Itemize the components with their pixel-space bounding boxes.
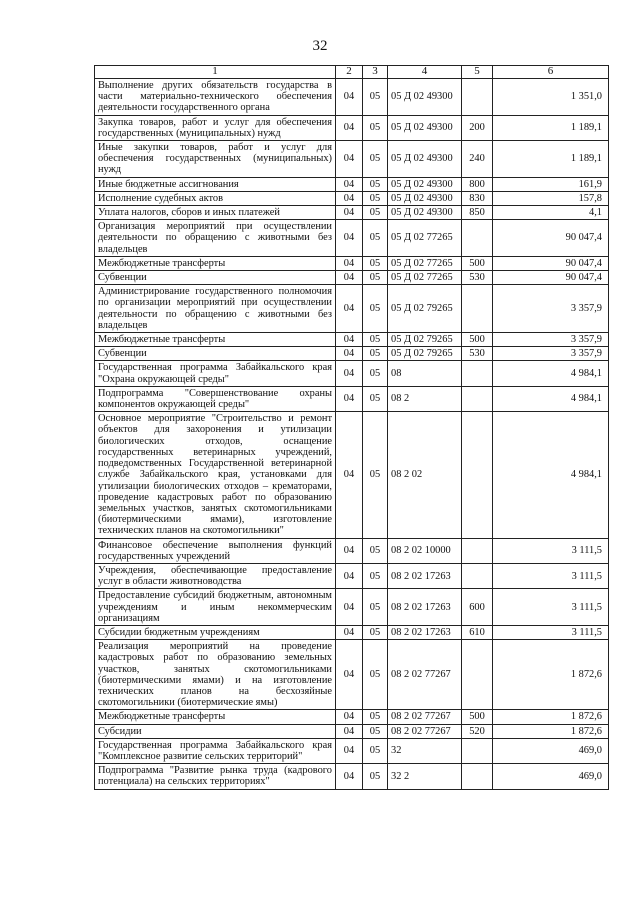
table-row [95,738,609,763]
section-code: 04 [336,220,363,257]
subsection-code: 05 [363,361,388,386]
subsection-code: 05 [363,589,388,626]
expense-type-code [462,79,493,116]
target-article-code: 08 2 02 10000 [388,538,462,563]
amount: 4 984,1 [493,412,609,538]
section-code: 04 [336,538,363,563]
section-code: 04 [336,141,363,178]
section-code: 04 [336,271,363,285]
target-article-code: 05 Д 02 77265 [388,271,462,285]
amount: 3 111,5 [493,625,609,639]
section-code: 04 [336,191,363,205]
target-article-code: 05 Д 02 49300 [388,79,462,116]
target-article-code: 08 2 02 [388,412,462,538]
amount: 3 357,9 [493,333,609,347]
expense-type-code [462,285,493,333]
table-row [95,412,609,538]
row-name: Основное мероприятие "Строительство и ремонт объектов для захоронения и утилизации биологических отходов, оснащение государственных ветеринарных учреждений, подведомственных Государственной ветеринарной службе Забайкальского края, установками для утилизации биологических отходов – крематорами, проведение кадастровых работ по образованию земельных участков, занятых скотомогильниками (биотермическими ямами), изготовление технических планов на скотомогильники" [95,412,336,538]
target-article-code: 05 Д 02 77265 [388,256,462,270]
subsection-code: 05 [363,79,388,116]
table-row [95,256,609,270]
page-number: 32 [312,38,328,54]
column-header: 2 [336,66,363,79]
table-row [95,640,609,710]
table-row [95,361,609,386]
row-name: Закупка товаров, работ и услуг для обеспечения государственных (муниципальных) нужд [95,115,336,140]
section-code: 04 [336,710,363,724]
row-name: Субвенции [95,347,336,361]
amount: 3 111,5 [493,563,609,588]
subsection-code: 05 [363,412,388,538]
subsection-code: 05 [363,256,388,270]
row-name: Исполнение судебных актов [95,191,336,205]
table-row [95,589,609,626]
amount: 1 189,1 [493,141,609,178]
expense-type-code: 520 [462,724,493,738]
table-row [95,79,609,116]
subsection-code: 05 [363,333,388,347]
amount: 1 872,6 [493,710,609,724]
expense-type-code: 830 [462,191,493,205]
expense-type-code: 800 [462,177,493,191]
amount: 469,0 [493,764,609,789]
table-row [95,563,609,588]
subsection-code: 05 [363,738,388,763]
target-article-code: 32 [388,738,462,763]
row-name: Межбюджетные трансферты [95,256,336,270]
amount: 4 984,1 [493,386,609,411]
row-name: Государственная программа Забайкальского края "Охрана окружающей среды" [95,361,336,386]
table-row [95,285,609,333]
amount: 3 111,5 [493,538,609,563]
column-header: 3 [363,66,388,79]
section-code: 04 [336,764,363,789]
table-row [95,625,609,639]
target-article-code: 05 Д 02 49300 [388,115,462,140]
section-code: 04 [336,589,363,626]
section-code: 04 [336,563,363,588]
table-row [95,177,609,191]
subsection-code: 05 [363,563,388,588]
row-name: Субсидии бюджетным учреждениям [95,625,336,639]
target-article-code: 08 2 02 17263 [388,563,462,588]
section-code: 04 [336,386,363,411]
expense-type-code: 500 [462,710,493,724]
row-name: Организация мероприятий при осуществлении деятельности по обращению с животными без владельцев [95,220,336,257]
amount: 1 872,6 [493,724,609,738]
amount: 90 047,4 [493,256,609,270]
row-name: Финансовое обеспечение выполнения функций государственных учреждений [95,538,336,563]
expense-type-code [462,563,493,588]
amount: 90 047,4 [493,271,609,285]
table-row [95,220,609,257]
row-name: Государственная программа Забайкальского края "Комплексное развитие сельских территорий" [95,738,336,763]
amount: 90 047,4 [493,220,609,257]
expense-type-code [462,386,493,411]
expense-type-code [462,538,493,563]
section-code: 04 [336,361,363,386]
expense-type-code: 200 [462,115,493,140]
amount: 3 357,9 [493,285,609,333]
row-name: Субсидии [95,724,336,738]
subsection-code: 05 [363,115,388,140]
target-article-code: 05 Д 02 77265 [388,220,462,257]
amount: 3 357,9 [493,347,609,361]
subsection-code: 05 [363,764,388,789]
column-header: 4 [388,66,462,79]
subsection-code: 05 [363,220,388,257]
expense-type-code: 500 [462,333,493,347]
target-article-code: 08 2 02 77267 [388,640,462,710]
section-code: 04 [336,206,363,220]
target-article-code: 32 2 [388,764,462,789]
row-name: Реализация мероприятий на проведение кадастровых работ по образованию земельных участков, занятых скотомогильниками (биотермическими ямами) и на изготовление технических планов на бесхозяйные скотомогильники (биотермические ямы) [95,640,336,710]
table-row [95,333,609,347]
section-code: 04 [336,256,363,270]
expense-type-code: 240 [462,141,493,178]
amount: 161,9 [493,177,609,191]
expense-type-code [462,412,493,538]
table-header-row [95,66,609,79]
table-row [95,538,609,563]
subsection-code: 05 [363,191,388,205]
row-name: Предоставление субсидий бюджетным, автономным учреждениям и иным некоммерческим организациям [95,589,336,626]
section-code: 04 [336,738,363,763]
section-code: 04 [336,333,363,347]
section-code: 04 [336,347,363,361]
subsection-code: 05 [363,538,388,563]
row-name: Уплата налогов, сборов и иных платежей [95,206,336,220]
subsection-code: 05 [363,386,388,411]
row-name: Выполнение других обязательств государства в части материально-технического обеспечения деятельности государственного органа [95,79,336,116]
expense-type-code [462,220,493,257]
table-row [95,191,609,205]
table-row [95,724,609,738]
table-row [95,764,609,789]
amount: 3 111,5 [493,589,609,626]
section-code: 04 [336,115,363,140]
row-name: Иные закупки товаров, работ и услуг для обеспечения государственных (муниципальных) нужд [95,141,336,178]
target-article-code: 05 Д 02 49300 [388,191,462,205]
section-code: 04 [336,79,363,116]
subsection-code: 05 [363,347,388,361]
amount: 1 872,6 [493,640,609,710]
column-header: 5 [462,66,493,79]
section-code: 04 [336,640,363,710]
amount: 4 984,1 [493,361,609,386]
row-name: Иные бюджетные ассигнования [95,177,336,191]
expense-type-code: 530 [462,347,493,361]
target-article-code: 05 Д 02 49300 [388,206,462,220]
row-name: Подпрограмма "Совершенствование охраны компонентов окружающей среды" [95,386,336,411]
section-code: 04 [336,724,363,738]
section-code: 04 [336,285,363,333]
column-header: 6 [493,66,609,79]
target-article-code: 08 2 02 17263 [388,589,462,626]
expense-type-code [462,738,493,763]
table-row [95,710,609,724]
target-article-code: 05 Д 02 79265 [388,347,462,361]
amount: 4,1 [493,206,609,220]
table-row [95,115,609,140]
target-article-code: 08 2 02 77267 [388,724,462,738]
subsection-code: 05 [363,206,388,220]
target-article-code: 08 2 02 17263 [388,625,462,639]
target-article-code: 05 Д 02 79265 [388,285,462,333]
subsection-code: 05 [363,141,388,178]
target-article-code: 08 2 02 77267 [388,710,462,724]
row-name: Администрирование государственного полномочия по организации мероприятий при осуществлении деятельности по обращению с животными без владельцев [95,285,336,333]
amount: 469,0 [493,738,609,763]
table-row [95,271,609,285]
row-name: Межбюджетные трансферты [95,333,336,347]
subsection-code: 05 [363,285,388,333]
table-row [95,141,609,178]
target-article-code: 08 2 [388,386,462,411]
target-article-code: 05 Д 02 49300 [388,177,462,191]
subsection-code: 05 [363,177,388,191]
expense-type-code [462,640,493,710]
column-header: 1 [95,66,336,79]
expense-type-code [462,764,493,789]
row-name: Межбюджетные трансферты [95,710,336,724]
subsection-code: 05 [363,710,388,724]
section-code: 04 [336,412,363,538]
section-code: 04 [336,625,363,639]
section-code: 04 [336,177,363,191]
expense-type-code: 530 [462,271,493,285]
row-name: Субвенции [95,271,336,285]
subsection-code: 05 [363,625,388,639]
target-article-code: 05 Д 02 49300 [388,141,462,178]
subsection-code: 05 [363,271,388,285]
table-row [95,386,609,411]
subsection-code: 05 [363,724,388,738]
expense-type-code: 500 [462,256,493,270]
row-name: Учреждения, обеспечивающие предоставление услуг в области животноводства [95,563,336,588]
table-row [95,206,609,220]
target-article-code: 08 [388,361,462,386]
expense-type-code [462,361,493,386]
row-name: Подпрограмма "Развитие рынка труда (кадрового потенциала) на сельских территориях" [95,764,336,789]
amount: 1 189,1 [493,115,609,140]
subsection-code: 05 [363,640,388,710]
amount: 1 351,0 [493,79,609,116]
target-article-code: 05 Д 02 79265 [388,333,462,347]
amount: 157,8 [493,191,609,205]
expense-type-code: 850 [462,206,493,220]
expense-type-code: 600 [462,589,493,626]
table-row [95,347,609,361]
expense-type-code: 610 [462,625,493,639]
budget-table [94,65,609,790]
